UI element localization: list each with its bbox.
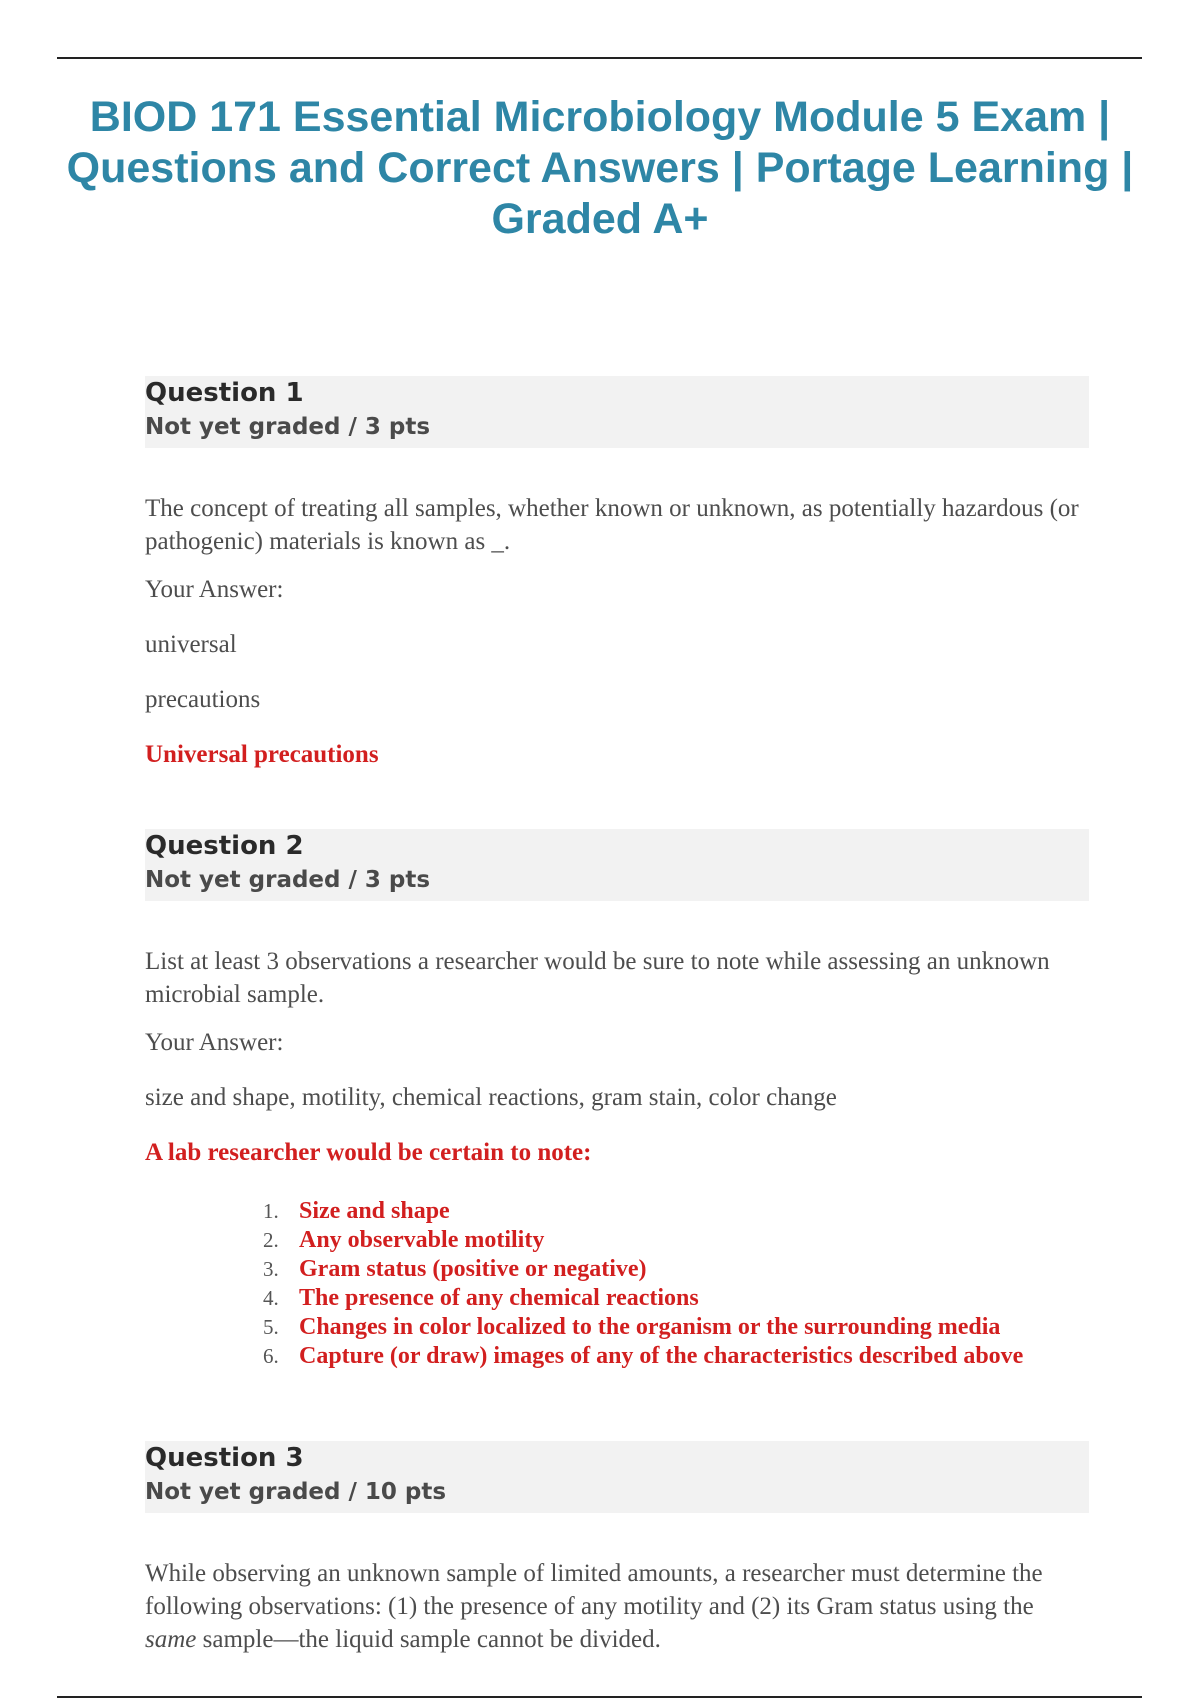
question-text: List at least 3 observations a researcher would be sure to note while assessing an unknown microbial sample.: [145, 948, 1050, 1008]
list-text: The presence of any chemical reactions: [299, 1285, 699, 1311]
answer-line: precautions: [145, 686, 261, 713]
question-1: [145, 376, 1089, 771]
list-item: [263, 1255, 1089, 1284]
list-text: Any observable motility: [299, 1227, 545, 1253]
your-answer-label: Your Answer:: [145, 1029, 284, 1056]
list-text: Capture (or draw) images of any of the characteristics described above: [299, 1343, 1024, 1369]
question-3: [145, 1441, 1089, 1656]
question-text-start: While observing an unknown sample of limited amounts, a researcher must determine the following observations: (1) the presence of any motility and (2) its Gram status using the: [145, 1560, 1043, 1620]
question-grade: Not yet graded / 10 pts: [145, 1479, 447, 1505]
question-text-emphasis: same: [145, 1626, 197, 1653]
bottom-rule: [57, 1696, 1142, 1698]
list-number: 5.: [263, 1315, 279, 1339]
question-grade: Not yet graded / 3 pts: [145, 414, 431, 440]
question-header: [145, 829, 1089, 901]
list-number: 1.: [263, 1199, 279, 1223]
correct-answer-list: [145, 1197, 1089, 1371]
list-item: [263, 1284, 1089, 1313]
question-text: [145, 1557, 1089, 1656]
list-text: Changes in color localized to the organism or the surrounding media: [299, 1314, 1001, 1340]
correct-answer: Universal precautions: [145, 741, 379, 768]
answer-line: universal: [145, 631, 237, 658]
top-rule: [57, 57, 1142, 59]
list-item: [263, 1226, 1089, 1255]
question-title: Question 1: [145, 378, 304, 408]
list-text: Gram status (positive or negative): [299, 1256, 647, 1282]
question-2: [145, 829, 1089, 1371]
question-text-end: sample—the liquid sample cannot be divided.: [196, 1626, 661, 1653]
question-title: Question 2: [145, 831, 304, 861]
list-number: 4.: [263, 1286, 279, 1310]
your-answer-label: Your Answer:: [145, 576, 284, 603]
question-header: [145, 1441, 1089, 1513]
document-title: BIOD 171 Essential Microbiology Module 5 Exam | Questions and Correct Answers | Portage Learning | Graded A+: [66, 93, 1134, 243]
list-text: Size and shape: [299, 1198, 450, 1224]
list-item: [263, 1197, 1089, 1226]
question-grade: Not yet graded / 3 pts: [145, 867, 431, 893]
question-list: [145, 376, 1089, 1656]
list-number: 6.: [263, 1344, 279, 1368]
list-number: 3.: [263, 1257, 279, 1281]
question-title: Question 3: [145, 1443, 304, 1473]
correct-answer: A lab researcher would be certain to note:: [145, 1139, 592, 1166]
question-header: [145, 376, 1089, 448]
list-number: 2.: [263, 1228, 279, 1252]
list-item: [263, 1313, 1089, 1342]
list-item: [263, 1342, 1089, 1371]
answer-line: size and shape, motility, chemical reactions, gram stain, color change: [145, 1084, 837, 1111]
question-text: The concept of treating all samples, whether known or unknown, as potentially hazardous (or pathogenic) materials is known as _.: [145, 495, 1079, 555]
